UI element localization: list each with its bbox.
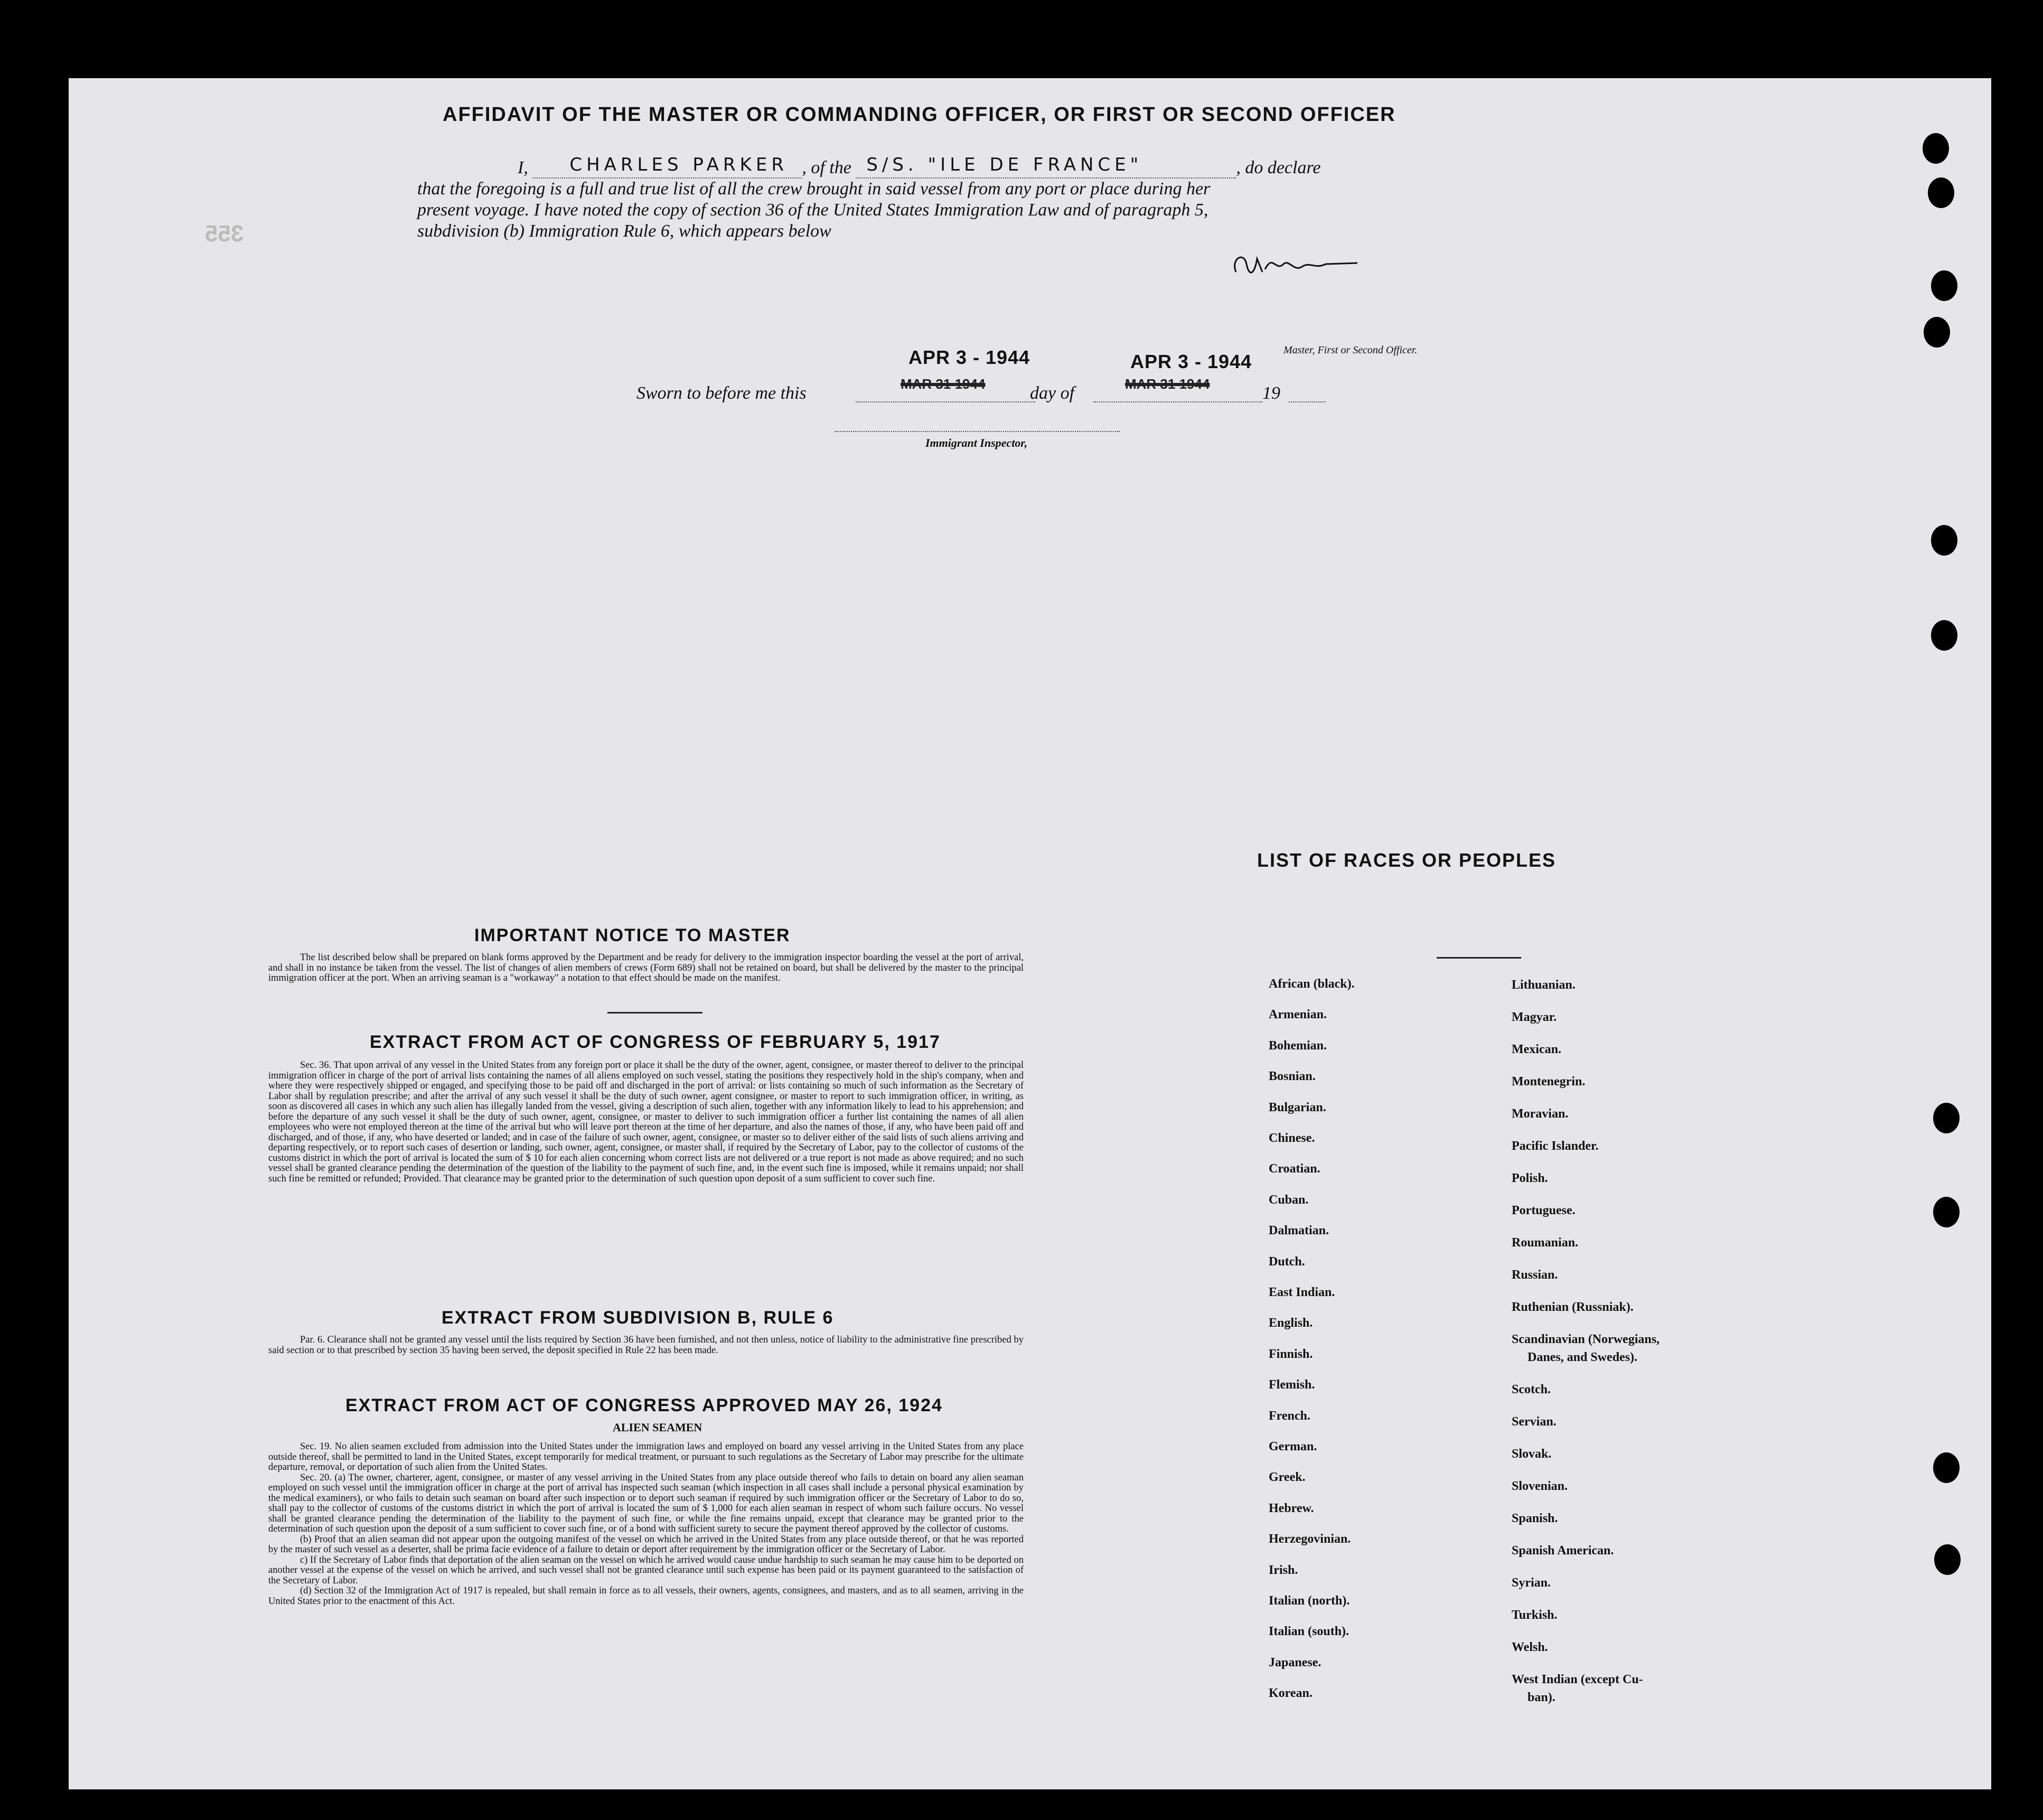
vessel-name-field: [856, 154, 1236, 179]
race-item: Croatian.: [1269, 1162, 1320, 1176]
extract-1924-body: [268, 1442, 1024, 1607]
race-item: Scandinavian (Norwegians,: [1512, 1333, 1660, 1346]
binder-hole: [1933, 1103, 1960, 1133]
race-item: Mexican.: [1512, 1043, 1561, 1056]
race-item: African (black).: [1269, 977, 1355, 991]
race-item: Japanese.: [1269, 1655, 1322, 1669]
binder-hole: [1928, 177, 1954, 208]
of-the-label: , of the: [802, 158, 851, 177]
race-item: Lithuanian.: [1512, 978, 1576, 992]
paragraph-6: Par. 6. Clearance shall not be granted any vessel until the lists required by Section 36 have been furnished, and not then unless, notice of liability to the administrative fine prescribed by said section or to that prescribed by section 35 having been served, the deposit specified in Rule 22 has been made.: [268, 1335, 1024, 1356]
race-item: Korean.: [1269, 1686, 1313, 1701]
binder-hole: [1931, 620, 1957, 651]
race-item: Irish.: [1269, 1563, 1298, 1577]
races-title: LIST OF RACES OR PEOPLES: [1257, 849, 1557, 871]
race-item: French.: [1269, 1409, 1310, 1423]
race-item: Greek.: [1269, 1470, 1306, 1485]
race-item: East Indian.: [1269, 1286, 1335, 1299]
race-item: Spanish.: [1512, 1512, 1558, 1525]
binder-hole: [1934, 1544, 1961, 1575]
race-item: Turkish.: [1512, 1608, 1558, 1622]
section-20b-paragraph: (b) Proof that an alien seaman did not appear upon the outgoing manifest of the vessel on which he arrived in the United States from any place outside thereof, or that he was reported by the master of such vessel as a deserter, shall be prima facie evidence of a failure to detain or deport after requirement by the immigration officer or the Secretary of Labor.: [268, 1534, 1024, 1555]
binder-hole: [1933, 1197, 1960, 1227]
rule-6-body: [268, 1335, 1024, 1356]
race-item: Spanish American.: [1512, 1544, 1614, 1558]
sworn-month-stamp: APR 3 - 1944: [1130, 351, 1252, 372]
affidavit-title: AFFIDAVIT OF THE MASTER OR COMMANDING OFFICER, OR FIRST OR SECOND OFFICER: [443, 104, 1396, 126]
notice-body: [268, 953, 1024, 984]
race-item: Roumanian.: [1512, 1236, 1579, 1250]
race-item: Finnish.: [1269, 1347, 1313, 1361]
race-item: Chinese.: [1269, 1131, 1315, 1145]
race-item: Servian.: [1512, 1415, 1557, 1429]
notice-title: IMPORTANT NOTICE TO MASTER: [474, 925, 791, 945]
race-item: Syrian.: [1512, 1576, 1551, 1590]
race-item: Herzegovinian.: [1269, 1532, 1351, 1546]
year-field: [1289, 401, 1326, 402]
signer-title: Master, First or Second Officer.: [1283, 344, 1418, 356]
sworn-month-field: [1093, 401, 1262, 402]
master-signature: [1225, 248, 1363, 280]
section-36-paragraph: Sec. 36. That upon arrival of any vessel in the United States from any foreign port or place it shall be the duty of the owner, agent, consignee, or master thereof to deliver to the principal immigration officer in charge of the port of arrival lists containing the names of all aliens employed on such vessel, stating the positions they respectively hold in the ship's company, when and where they were respectively shipped or engaged, and specifying those to be paid off and discharged in the port of arrival: or lists containing so much of such information as the Secretary of Labor shall by regulation prescribe; and after the arrival of any such vessel it shall be the duty of such owner, agent consignee, or master to report to such immigration officer, in writing, as soon as discovered all cases in which any such alien has illegally landed from the vessel, giving a description of such alien, together with any information likely to lead to his apprehension; and before the departure of any such vessel it shall be the duty of such owner, agent, consignee, or master to deliver to such immigration officer a further list containing the names of all alien employees who were not employed thereon at the time of the arrival but who will leave port thereon at the time of her departure, and also the names of those, if any, who have been paid off and discharged, and of those, if any, who have deserted or landed; and in case of the failure of such owner, agent, consignee, or master so to deliver either of the said lists of such aliens arriving and departing respectively, or to report such cases of desertion or landing, such owner, agent, consignee, or master shall, if required by the Secretary of Labor, pay to the collector of customs of the customs district in which the port of arrival is located the sum of $ 10 for each alien concerning whom correct lists are not delivered or a true report is not made as above required; and no such vessel shall be granted clearance pending the determination of the question of the liability to the payment of such fine, and, in the event such fine is imposed, while it remains unpaid; nor shall such fine be remitted or refunded; Provided. That clearance may be granted prior to the determination of such question upon deposit of a sum sufficient to cover such fine.: [268, 1060, 1024, 1184]
race-item: Magyar.: [1512, 1010, 1557, 1024]
struck-day-stamp: MAR 31 1944: [901, 376, 986, 392]
race-item: Slovenian.: [1512, 1479, 1568, 1493]
race-item: English.: [1269, 1316, 1313, 1330]
extract-1917-body: [268, 1061, 1024, 1184]
race-item: Hebrew.: [1269, 1501, 1314, 1515]
binder-hole: [1931, 270, 1957, 301]
affidavit-declaration: [417, 154, 1495, 242]
race-item: Portuguese.: [1512, 1204, 1576, 1217]
binder-hole: [1923, 133, 1949, 164]
race-item: West Indian (except Cu-: [1512, 1673, 1643, 1686]
extract-1924-title: EXTRACT FROM ACT OF CONGRESS APPROVED MAY 26, 1924: [345, 1395, 943, 1415]
struck-month-stamp: MAR 31 1944: [1125, 376, 1210, 392]
section-19-paragraph: Sec. 19. No alien seamen excluded from admission into the United States under the immigration laws and employed on board any vessel arriving in the United States from any place outside thereof, shall be permitted to land in the United States, except temporarily for medical treatment, or pursuant to such regulations as the Secretary of Labor may prescribe for the ultimate departure, removal, or deportation of such alien from the United States.: [268, 1441, 1024, 1472]
race-item: Dalmatian.: [1269, 1224, 1329, 1238]
declaration-line-2: that the foregoing is a full and true list of all the crew brought in said vessel from any port or place during her: [417, 179, 1211, 199]
race-item: Welsh.: [1512, 1640, 1548, 1654]
race-item: Armenian.: [1269, 1008, 1327, 1022]
race-item: Bosnian.: [1269, 1070, 1316, 1084]
race-item: Flemish.: [1269, 1378, 1315, 1392]
notice-paragraph: The list described below shall be prepared on blank forms approved by the Department and be ready for delivery to the immigration inspector boarding the vessel at the port of arrival, and shall in no instance be taken from the vessel. The list of changes of alien members of crews (Form 689) shall not be retained on board, but shall be delivered by the master to the principal immigration officer at the port. When an arriving seaman is a "workaway" a notation to that effect should be made on the manifest.: [268, 952, 1024, 983]
race-item: Ruthenian (Russniak).: [1512, 1300, 1634, 1314]
race-item: Pacific Islander.: [1512, 1139, 1599, 1153]
binder-hole: [1933, 1452, 1960, 1483]
race-item: Moravian.: [1512, 1107, 1569, 1121]
race-item: Scotch.: [1512, 1383, 1551, 1396]
page-number: 355: [205, 221, 244, 247]
master-name-field: [532, 154, 802, 179]
declaration-line-4: subdivision (b) Immigration Rule 6, which appears below: [417, 221, 831, 241]
master-name: CHARLES PARKER: [569, 154, 788, 175]
rule-6-title: EXTRACT FROM SUBDIVISION B, RULE 6: [442, 1308, 834, 1328]
section-20c-paragraph: c) If the Secretary of Labor finds that deportation of the alien seaman on the vessel on which he arrived would cause undue hardship to such seaman he may cause him to be deported on another vessel at the expense of the vessel on which he arrived, and such vessel shall not be granted clearance until such expense has been paid or its payment guaranteed to the satisfaction of the Secretary of Labor.: [268, 1554, 1024, 1586]
vessel-name: S/S. "ILE DE FRANCE": [866, 154, 1143, 175]
binder-hole: [1924, 317, 1950, 348]
race-item: Bohemian.: [1269, 1038, 1327, 1053]
sworn-day-stamp: APR 3 - 1944: [908, 346, 1030, 368]
race-item: Polish.: [1512, 1171, 1548, 1185]
alien-seamen-subtitle: ALIEN SEAMEN: [613, 1421, 702, 1434]
race-item: Italian (south).: [1269, 1625, 1349, 1639]
race-item: Cuban.: [1269, 1193, 1309, 1207]
race-item: Montenegrin.: [1512, 1075, 1586, 1089]
race-item: Bulgarian.: [1269, 1100, 1326, 1114]
declaration-suffix: , do declare: [1236, 158, 1321, 177]
year-label: 19: [1262, 383, 1280, 403]
inspector-label: Immigrant Inspector,: [925, 436, 1028, 449]
race-item: Italian (north).: [1269, 1594, 1350, 1608]
day-of-label: day of: [1030, 383, 1075, 403]
sworn-day-field: [856, 401, 1035, 402]
sworn-label: Sworn to before me this: [636, 383, 807, 403]
inspector-signature-line: [835, 431, 1120, 432]
declaration-line-3: present voyage. I have noted the copy of section 36 of the United States Immigration Law and of paragraph 5,: [417, 200, 1208, 220]
declaration-prefix: I,: [518, 158, 528, 177]
race-item: Slovak.: [1512, 1447, 1552, 1461]
extract-1917-title: EXTRACT FROM ACT OF CONGRESS OF FEBRUARY 5, 1917: [370, 1032, 941, 1052]
section-20d-paragraph: (d) Section 32 of the Immigration Act of 1917 is repealed, but shall remain in force as to all vessels, their owners, agents, consignees, and masters, and as to all seamen, arriving in the United States prior to the enactment of this Act.: [268, 1586, 1024, 1607]
race-item: Russian.: [1512, 1268, 1558, 1282]
binder-hole: [1931, 525, 1957, 556]
race-item: Dutch.: [1269, 1254, 1305, 1269]
race-item: Danes, and Swedes).: [1527, 1350, 1638, 1364]
section-20a-paragraph: Sec. 20. (a) The owner, charterer, agent, consignee, or master of any vessel arriving in the United States from any place outside thereof who fails to detain on board any alien seaman employed on such vessel until the immigration officer in charge at the port of arrival has inspected such seaman (which inspection in all cases shall include a personal physical examination by the medical examiners), or who fails to detain such seaman on board after such inspection or to deport such seaman if required by such immigration officer or the Secretary of Labor to do so, shall pay to the collector of customs of the customs district in which the port of arrival is located the sum of $ 1,000 for each alien seaman in respect of whom such failure occurs. No vessel shall be granted clearance pending the determination of the liability to the payment of such fine, or while the fine remains unpaid, except that clearance may be granted prior to the determination of such question upon the deposit of a sum sufficient to cover such fine, or of a bond with sufficient surety to secure the payment thereof approved by the collector of customs.: [268, 1472, 1024, 1534]
race-item: German.: [1269, 1440, 1317, 1453]
race-item: ban).: [1527, 1691, 1555, 1704]
